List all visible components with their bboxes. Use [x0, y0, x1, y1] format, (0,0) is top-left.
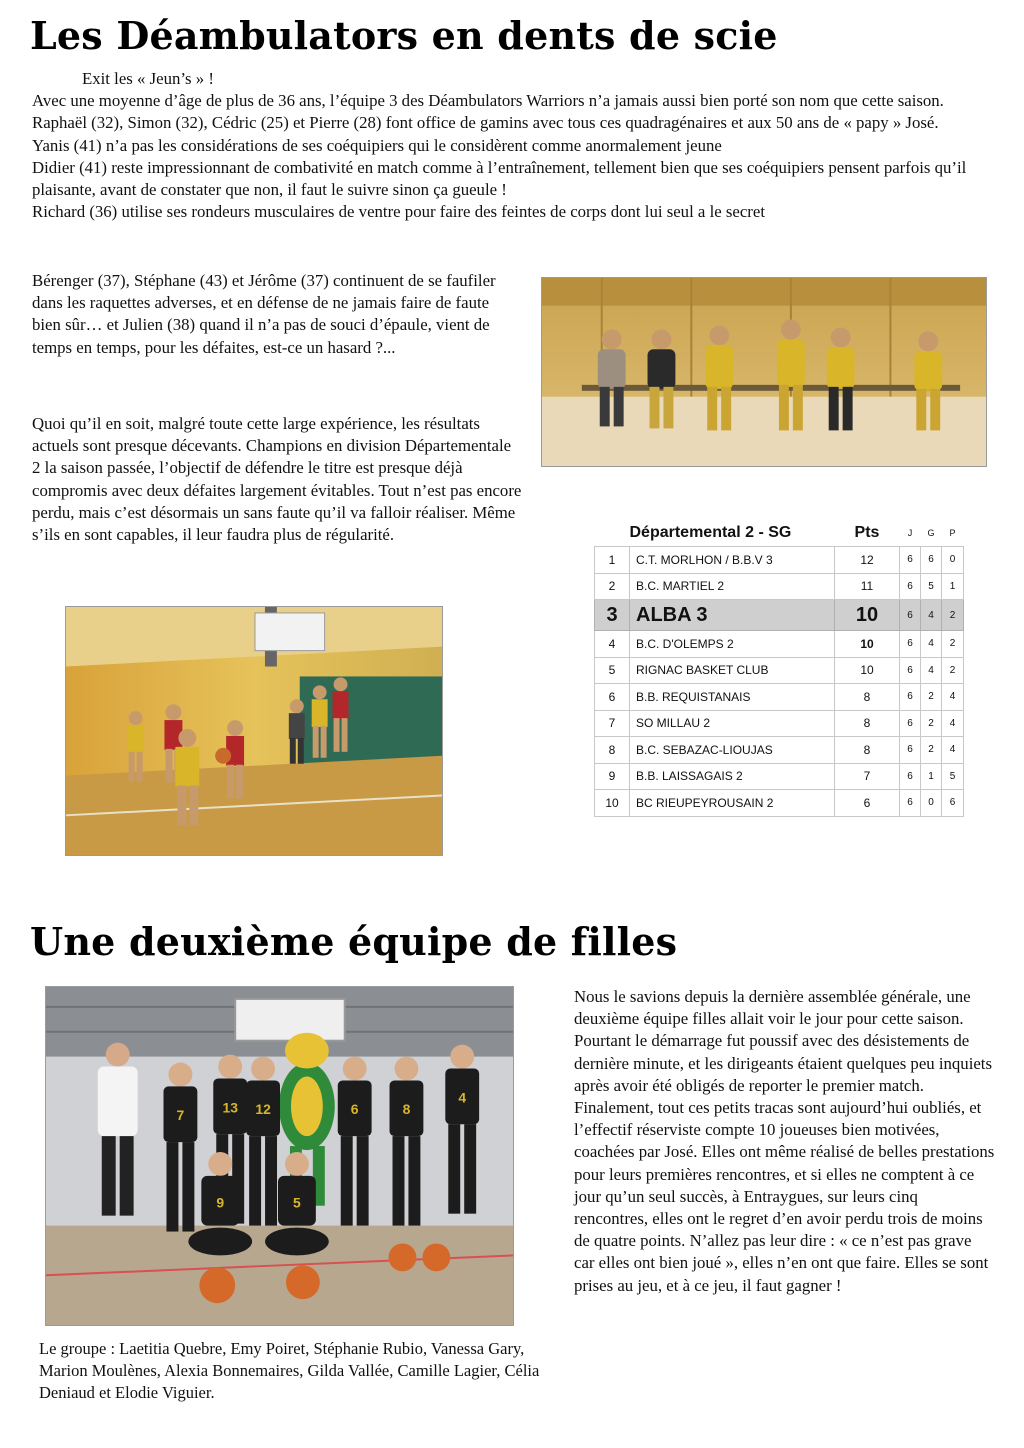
jersey-number: 5 [293, 1194, 301, 1211]
j-cell: 6 [900, 790, 921, 817]
g-cell: 4 [921, 657, 942, 684]
article1-title: Les Déambulators en dents de scie [30, 13, 778, 58]
paragraph-text: Bérenger (37), Stéphane (43) et Jérôme (37) continuent de se faufiler dans les raquettes adverses, et en défense de ne jamais faire de faute bien sûr… et Julien (38) quand il n’a pas de souci d’épaule, vient de temps en temps, pour les défaites, est-ce un hasard ?... [32, 271, 496, 357]
jersey-number: 6 [350, 1101, 359, 1118]
table-row [595, 737, 964, 764]
g-cell: 2 [921, 737, 942, 764]
intro-line: Yanis (41) n’a pas les considérations de ses coéquipiers qui le considèrent comme anormalement jeune [32, 135, 722, 155]
p-cell: 2 [942, 657, 964, 684]
j-cell: 6 [900, 573, 921, 600]
pts-cell: 7 [835, 763, 900, 790]
table-row-highlighted [595, 600, 964, 631]
p-cell: 4 [942, 737, 964, 764]
game-action-photo [65, 606, 443, 856]
p-cell: 5 [942, 763, 964, 790]
rank-cell: 9 [595, 763, 630, 790]
p-cell: 2 [942, 600, 964, 631]
column-header-j: J [907, 528, 913, 538]
intro-line: Exit les « Jeun’s » ! [82, 69, 214, 88]
rank-cell: 8 [595, 737, 630, 764]
jersey-number: 8 [402, 1101, 411, 1118]
pts-cell: 10 [835, 631, 900, 658]
intro-line: Avec une moyenne d’âge de plus de 36 ans, l’équipe 3 des Déambulators Warriors n’a jamais aussi bien porté son nom que cette saison. Raphaël (32), Simon (32), Cédric (25) et Pierre (28) font office de gamins avec tous ces quadragénaires et aux 50 ans de « papy » José. [32, 91, 944, 133]
j-cell: 6 [900, 547, 921, 574]
pts-cell: 8 [835, 737, 900, 764]
g-cell: 4 [921, 600, 942, 631]
p-cell: 0 [942, 547, 964, 574]
j-cell: 6 [900, 710, 921, 737]
team-cell: B.C. MARTIEL 2 [630, 573, 835, 600]
p-cell: 2 [942, 631, 964, 658]
article2-title: Une deuxième équipe de filles [30, 919, 678, 964]
p-cell: 6 [942, 790, 964, 817]
team-cell: B.C. D'OLEMPS 2 [630, 631, 835, 658]
column-header-p: P [949, 528, 956, 538]
table-row [595, 790, 964, 817]
g-cell: 2 [921, 710, 942, 737]
photo-caption [39, 1338, 544, 1404]
column-header-g: G [927, 528, 935, 538]
team-cell: B.B. REQUISTANAIS [630, 684, 835, 711]
p-cell: 4 [942, 684, 964, 711]
g-cell: 2 [921, 684, 942, 711]
team-cell: ALBA 3 [630, 600, 835, 631]
article1-paragraph-2 [32, 270, 522, 359]
team-cell: C.T. MORLHON / B.B.V 3 [630, 547, 835, 574]
paragraph-text: Nous le savions depuis la dernière assemblée générale, une deuxième équipe filles allait voir le jour pour cette saison. Pourtant le démarrage fut poussif avec des désistements de dernière minute, et les dirigeants étaient quelques peu inquiets après avoir été obligés de reporter le premier match. [574, 987, 992, 1095]
jersey-number: 7 [176, 1107, 185, 1124]
rank-cell: 3 [595, 600, 630, 631]
team-cell: BC RIEUPEYROUSAIN 2 [630, 790, 835, 817]
pts-cell: 12 [835, 547, 900, 574]
paragraph-text: Finalement, tout ces petits tracas sont aujourd’hui oubliés, et l’effectif réserviste compte 10 joueuses bien motivées, coachées par José. Elles ont même réalisé de belles prestations pour leurs premières rencontres, et si elles ne comptent à ce jour qu’un seul succès, à Entraygues, sur leurs cinq rencontres, elles ont le regret d’en avoir perdu trois de moins de quatre points. N’allez pas leur dire : « ce n’est pas grave car elles ont bien joué », elles n’en ont que faire. Elles se sont prises au jeu, et à ce jeu, il faut gagner ! [574, 1098, 995, 1295]
jersey-number: 9 [216, 1194, 225, 1211]
rank-cell: 2 [595, 573, 630, 600]
article1-paragraph-3 [32, 413, 522, 546]
paragraph-text: Quoi qu’il en soit, malgré toute cette large expérience, les résultats actuels sont presque décevants. Champions en division Départementale 2 la saison passée, l’objectif de défendre le titre est presque déjà compromis avec deux défaites largement évitables. Tout n’est pas encore perdu, mais c’est désormais un sans faute qu’il va falloir réaliser. Même s’ils en sont capables, il leur faudra plus de régularité. [32, 414, 522, 545]
rank-cell: 4 [595, 631, 630, 658]
g-cell: 4 [921, 631, 942, 658]
pts-cell: 10 [835, 600, 900, 631]
rank-cell: 6 [595, 684, 630, 711]
article1-intro [32, 68, 992, 223]
table-row [595, 631, 964, 658]
team-cell: RIGNAC BASKET CLUB [630, 657, 835, 684]
rank-cell: 7 [595, 710, 630, 737]
table-row [595, 763, 964, 790]
jersey-number: 12 [255, 1101, 271, 1118]
p-cell: 1 [942, 573, 964, 600]
rank-cell: 5 [595, 657, 630, 684]
table-row [595, 710, 964, 737]
standings-title: Départemental 2 - SG [629, 524, 792, 541]
j-cell: 6 [900, 684, 921, 711]
jersey-number: 13 [222, 1099, 238, 1116]
team-cell: SO MILLAU 2 [630, 710, 835, 737]
g-cell: 1 [921, 763, 942, 790]
j-cell: 6 [900, 657, 921, 684]
j-cell: 6 [900, 737, 921, 764]
team-cell: B.B. LAISSAGAIS 2 [630, 763, 835, 790]
table-row [595, 657, 964, 684]
g-cell: 6 [921, 547, 942, 574]
table-row [595, 684, 964, 711]
p-cell: 4 [942, 710, 964, 737]
j-cell: 6 [900, 631, 921, 658]
girls-team-photo [45, 986, 514, 1326]
pts-cell: 11 [835, 573, 900, 600]
article2-text [574, 986, 996, 1297]
intro-line: Didier (41) reste impressionnant de combativité en match comme à l’entraînement, tellement bien que ses coéquipiers pensent parfois qu’il plaisante, avant de constater que non, il faut le suivre sinon ça gueule ! [32, 157, 967, 200]
rank-cell: 10 [595, 790, 630, 817]
j-cell: 6 [900, 763, 921, 790]
table-row [595, 573, 964, 600]
standings-table [594, 520, 963, 817]
team-bench-photo [541, 277, 987, 467]
caption-text: Le groupe : Laetitia Quebre, Emy Poiret, Stéphanie Rubio, Vanessa Gary, Marion Moulènes, Alexia Bonnemaires, Gilda Vallée, Camille Lagier, Célia Deniaud et Elodie Viguier. [39, 1339, 540, 1402]
pts-cell: 6 [835, 790, 900, 817]
pts-cell: 8 [835, 684, 900, 711]
team-cell: B.C. SEBAZAC-LIOUJAS [630, 737, 835, 764]
table-row [595, 547, 964, 574]
intro-line: Richard (36) utilise ses rondeurs musculaires de ventre pour faire des feintes de corps dont lui seul a le secret [32, 202, 766, 222]
column-header-pts: Pts [854, 524, 880, 541]
rank-cell: 1 [595, 547, 630, 574]
jersey-number: 4 [458, 1089, 467, 1106]
pts-cell: 8 [835, 710, 900, 737]
pts-cell: 10 [835, 657, 900, 684]
g-cell: 5 [921, 573, 942, 600]
g-cell: 0 [921, 790, 942, 817]
j-cell: 6 [900, 600, 921, 631]
